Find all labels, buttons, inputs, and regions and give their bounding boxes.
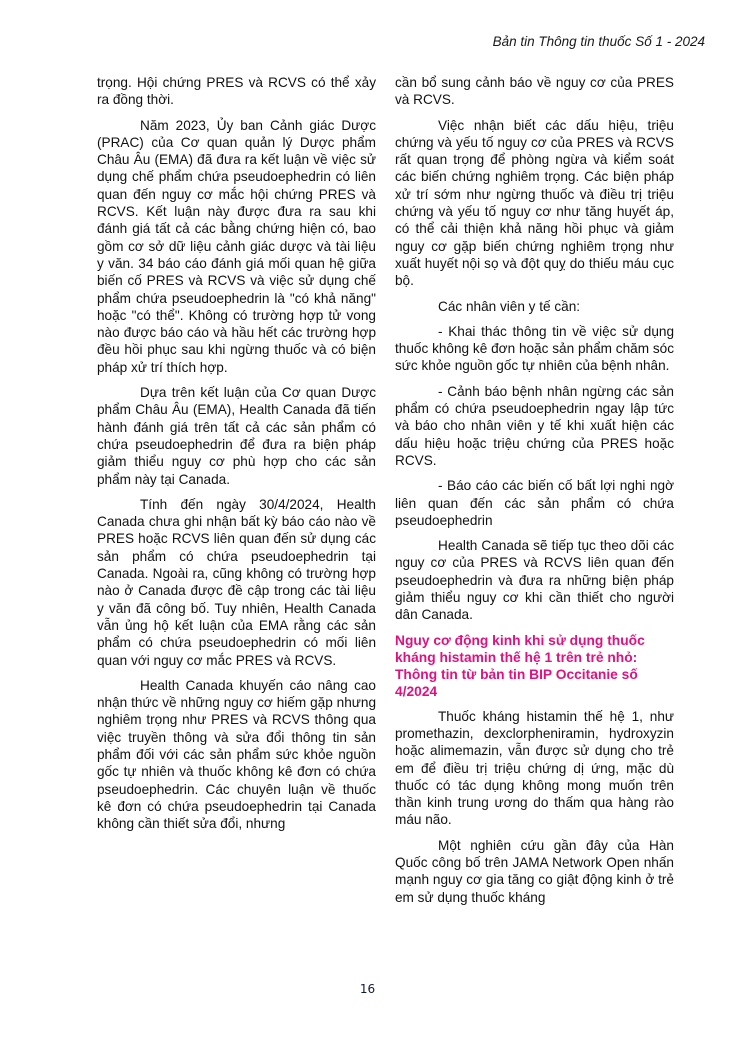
paragraph: Health Canada sẽ tiếp tục theo dõi các nguy cơ của PRES và RCVS liên quan đến pseudoephedrin và đưa ra những biện pháp giảm thiểu nguy cơ khi cần thiết cho người dân Canada. (395, 538, 674, 623)
paragraph: Thuốc kháng histamin thế hệ 1, như promethazin, dexclorpheniramin, hydroxyzin hoặc alimemazin, vẫn được sử dụng cho trẻ em để điều trị triệu chứng dị ứng, mặc dù thuốc có tác dụng không mong muốn trên thần kinh trung ương do thấm qua hàng rào máu não. (395, 708, 674, 828)
list-item: - Cảnh báo bệnh nhân ngừng các sản phẩm có chứa pseudoephedrin ngay lập tức và báo cho nhân viên y tế khi xuất hiện các dấu hiệu hoặc triệu chứng của PRES hoặc RCVS. (395, 383, 674, 468)
running-header: Bản tin Thông tin thuốc Số 1 - 2024 (492, 34, 705, 49)
paragraph: Tính đến ngày 30/4/2024, Health Canada chưa ghi nhận bất kỳ báo cáo nào về PRES hoặc RCVS liên quan đến sử dụng các sản phẩm có chứa pseudoephedrin tại Canada. Ngoài ra, cũng không có trường hợp nào ở Canada được đề cập trong các tài liệu y văn đã công bố. Tuy nhiên, Health Canada vẫn ủng hộ kết luận của EMA rằng các sản phẩm có chứa pseudoephedrin có mối liên quan với nguy cơ mắc PRES và RCVS. (97, 496, 376, 668)
paragraph: Việc nhận biết các dấu hiệu, triệu chứng và yếu tố nguy cơ của PRES và RCVS rất quan trọng để phòng ngừa và kiểm soát các biến chứng nghiêm trọng. Các biện pháp xử trí sớm như ngừng thuốc và điều trị triệu chứng và yếu tố nguy cơ như tăng huyết áp, có thể cải thiện khả năng hồi phục và giảm nguy cơ gặp biến chứng nghiêm trọng như xuất huyết nội sọ và đột quỵ do thiếu máu cục bộ. (395, 117, 674, 289)
right-column (395, 74, 674, 914)
paragraph: trọng. Hội chứng PRES và RCVS có thể xảy ra đồng thời. (97, 75, 376, 108)
paragraph: Dựa trên kết luận của Cơ quan Dược phẩm Châu Âu (EMA), Health Canada đã tiến hành đánh giá trên tất cả các sản phẩm có chứa pseudoephedrin để đưa ra biện pháp giảm thiểu nguy cơ phù hợp cho các sản phẩm này tại Canada. (97, 385, 376, 487)
page-number: 16 (359, 982, 376, 996)
list-item: - Báo cáo các biến cố bất lợi nghi ngờ liên quan đến các sản phẩm có chứa pseudoephedrin (395, 478, 674, 528)
paragraph: Các nhân viên y tế cần: (438, 298, 581, 314)
paragraph: cần bổ sung cảnh báo về nguy cơ của PRES và RCVS. (395, 75, 674, 108)
left-column (97, 74, 376, 840)
list-item: - Khai thác thông tin về việc sử dụng thuốc không kê đơn hoặc sản phẩm chăm sóc sức khỏe nguồn gốc tự nhiên của bệnh nhân. (395, 323, 674, 374)
section-heading: Nguy cơ động kinh khi sử dụng thuốc kháng histamin thế hệ 1 trên trẻ nhỏ: Thông tin từ bản tin BIP Occitanie số 4/2024 (395, 632, 645, 699)
paragraph: Năm 2023, Ủy ban Cảnh giác Dược (PRAC) của Cơ quan quản lý Dược phẩm Châu Âu (EMA) đã đưa ra kết luận về việc sử dụng chế phẩm chứa pseudoephedrin có liên quan đến nguy cơ mắc hội chứng PRES và RCVS. Kết luận này được đưa ra sau khi đánh giá tất cả các bằng chứng hiện có, bao gồm cơ sở dữ liệu cảnh giác dược và tài liệu y văn. 34 báo cáo đánh giá mối quan hệ giữa biến cố PRES và RCVS và việc sử dụng chế phẩm chứa pseudoephedrin là "có khả năng" hoặc "có thể". Không có trường hợp tử vong nào được báo cáo và hầu hết các trường hợp đều hồi phục sau khi ngừng thuốc và có biện pháp xử trí thích hợp. (97, 117, 376, 375)
paragraph: Một nghiên cứu gần đây của Hàn Quốc công bố trên JAMA Network Open nhấn mạnh nguy cơ gia tăng co giật động kinh ở trẻ em sử dụng thuốc kháng (395, 837, 674, 905)
paragraph: Health Canada khuyến cáo nâng cao nhận thức về những nguy cơ hiếm gặp nhưng nghiêm trọng như PRES và RCVS thông qua việc truyền thông và sửa đổi thông tin sản phẩm đối với các sản phẩm sức khỏe nguồn gốc tự nhiên và thuốc không kê đơn có chứa pseudoephedrin. Các chuyên luận về thuốc kê đơn có chứa pseudoephedrin tại Canada không cần thiết sửa đổi, nhưng (97, 677, 376, 832)
